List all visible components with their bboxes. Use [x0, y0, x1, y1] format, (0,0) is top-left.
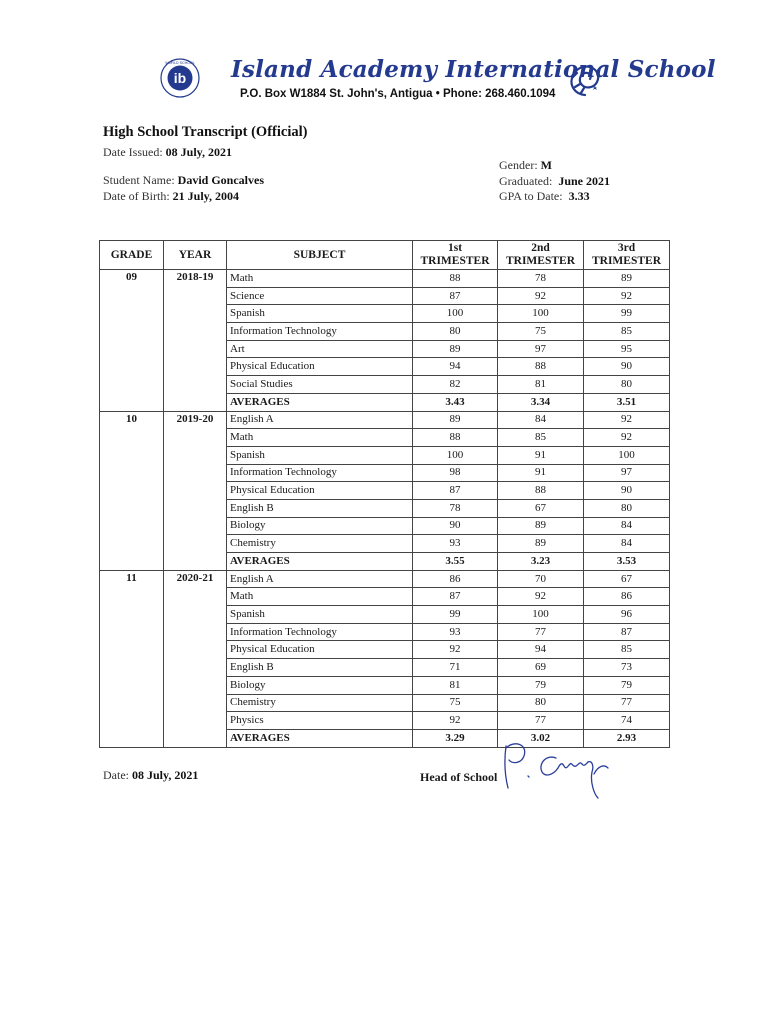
trimester-1-score: 87	[413, 482, 498, 500]
ib-world-school-logo	[160, 58, 200, 98]
trimester-1-score: 92	[413, 641, 498, 659]
trimester-3-header	[584, 241, 670, 270]
trimester-1-score: 89	[413, 411, 498, 429]
trimester-2-score: 85	[498, 429, 584, 447]
subject-header: SUBJECT	[227, 241, 413, 270]
trimester-3-score: 97	[584, 464, 670, 482]
trimester-2-score: 100	[498, 305, 584, 323]
gpa-label: GPA to Date:	[499, 189, 563, 203]
subject-cell: Spanish	[227, 446, 413, 464]
trimester-1-label: TRIMESTER	[420, 255, 490, 267]
subject-cell: Biology	[227, 676, 413, 694]
trimester-3-score: 84	[584, 535, 670, 553]
trimester-3-score: 84	[584, 517, 670, 535]
signature-icon	[498, 736, 618, 806]
subject-cell: Physical Education	[227, 641, 413, 659]
subject-cell: Science	[227, 287, 413, 305]
trimester-3-score: 90	[584, 358, 670, 376]
grade-cell: 10	[100, 411, 164, 570]
grade-cell: 11	[100, 570, 164, 747]
trimester-3-score: 89	[584, 270, 670, 288]
dob-label: Date of Birth:	[103, 189, 170, 203]
year-cell: 2019-20	[164, 411, 227, 570]
trimester-1-average: 3.55	[413, 553, 498, 571]
trimester-1-score: 93	[413, 535, 498, 553]
year-cell: 2020-21	[164, 570, 227, 747]
trimester-3-score: 100	[584, 446, 670, 464]
trimester-1-score: 90	[413, 517, 498, 535]
trimester-3-average: 2.93	[584, 729, 670, 747]
trimester-1-score: 100	[413, 305, 498, 323]
table-row	[100, 270, 670, 288]
subject-cell: Math	[227, 270, 413, 288]
subject-cell: Information Technology	[227, 323, 413, 341]
date-of-birth	[103, 189, 239, 204]
trimester-3-score: 90	[584, 482, 670, 500]
averages-label: AVERAGES	[227, 553, 413, 571]
subject-cell: Chemistry	[227, 535, 413, 553]
trimester-2-score: 79	[498, 676, 584, 694]
trimester-2-score: 80	[498, 694, 584, 712]
subject-cell: Art	[227, 340, 413, 358]
trimester-3-score: 80	[584, 499, 670, 517]
trimester-1-score: 88	[413, 270, 498, 288]
student-name	[103, 173, 264, 188]
trimester-2-average: 3.02	[498, 729, 584, 747]
footer-date-label: Date:	[103, 768, 129, 782]
trimester-2-score: 84	[498, 411, 584, 429]
trimester-1-score: 100	[413, 446, 498, 464]
subject-cell: Math	[227, 588, 413, 606]
graduated	[499, 174, 610, 189]
trimester-3-score: 77	[584, 694, 670, 712]
subject-cell: Chemistry	[227, 694, 413, 712]
ib-logo-text: ib	[173, 70, 187, 86]
trimester-3-score: 74	[584, 712, 670, 730]
trimester-2-average: 3.34	[498, 393, 584, 411]
trimester-3-score: 99	[584, 305, 670, 323]
trimester-1-score: 81	[413, 676, 498, 694]
trimester-3-average: 3.51	[584, 393, 670, 411]
subject-cell: English A	[227, 411, 413, 429]
trimester-2-header	[498, 241, 584, 270]
trimester-1-ordinal: 1st	[447, 242, 463, 254]
gender-value: M	[540, 158, 552, 172]
trimester-3-score: 85	[584, 323, 670, 341]
trimester-3-score: 92	[584, 411, 670, 429]
trimester-3-score: 85	[584, 641, 670, 659]
subject-cell: Biology	[227, 517, 413, 535]
trimester-1-average: 3.43	[413, 393, 498, 411]
averages-label: AVERAGES	[227, 729, 413, 747]
student-name-value: David Goncalves	[177, 173, 264, 187]
trimester-2-score: 89	[498, 517, 584, 535]
trimester-1-score: 75	[413, 694, 498, 712]
trimester-2-score: 88	[498, 358, 584, 376]
subject-cell: Physical Education	[227, 358, 413, 376]
document-title: High School Transcript (Official)	[103, 124, 308, 140]
subject-cell: Spanish	[227, 305, 413, 323]
trimester-2-score: 78	[498, 270, 584, 288]
trimester-1-score: 93	[413, 623, 498, 641]
subject-cell: English B	[227, 499, 413, 517]
trimester-3-average: 3.53	[584, 553, 670, 571]
dob-value: 21 July, 2004	[172, 189, 240, 203]
school-name: Island Academy International School	[231, 56, 716, 83]
trimester-2-score: 91	[498, 446, 584, 464]
trimester-3-score: 96	[584, 606, 670, 624]
trimester-3-score: 92	[584, 429, 670, 447]
trimester-2-score: 69	[498, 659, 584, 677]
trimester-1-score: 94	[413, 358, 498, 376]
school-address: P.O. Box W1884 St. John's, Antigua • Phone: 268.460.1094	[240, 88, 556, 100]
trimester-3-score: 73	[584, 659, 670, 677]
head-of-school-label: Head of School	[420, 770, 498, 784]
graduated-label: Graduated:	[499, 174, 553, 188]
trimester-1-score: 80	[413, 323, 498, 341]
trimester-1-score: 87	[413, 588, 498, 606]
trimester-2-ordinal: 2nd	[531, 242, 550, 254]
table-row	[100, 570, 670, 588]
trimester-1-score: 87	[413, 287, 498, 305]
transcript-body	[100, 270, 670, 748]
trimester-2-score: 70	[498, 570, 584, 588]
trimester-3-score: 92	[584, 287, 670, 305]
table-header-row	[100, 241, 670, 270]
transcript-table	[99, 240, 670, 748]
trimester-3-score: 79	[584, 676, 670, 694]
student-name-label: Student Name:	[103, 173, 175, 187]
trimester-1-score: 98	[413, 464, 498, 482]
footer-date-value: 08 July, 2021	[132, 768, 199, 782]
trimester-1-score: 71	[413, 659, 498, 677]
date-issued-label: Date Issued:	[103, 145, 163, 159]
subject-cell: Information Technology	[227, 464, 413, 482]
subject-cell: Physics	[227, 712, 413, 730]
trimester-2-score: 92	[498, 588, 584, 606]
trimester-2-score: 92	[498, 287, 584, 305]
trimester-1-header	[413, 241, 498, 270]
trimester-1-score: 86	[413, 570, 498, 588]
gpa-value: 3.33	[568, 189, 590, 203]
trimester-2-score: 81	[498, 376, 584, 394]
trimester-3-label: TRIMESTER	[591, 255, 662, 267]
gpa-to-date	[499, 189, 590, 204]
trimester-3-ordinal: 3rd	[617, 242, 636, 254]
subject-cell: Information Technology	[227, 623, 413, 641]
trimester-2-score: 77	[498, 712, 584, 730]
trimester-3-score: 80	[584, 376, 670, 394]
date-issued-value: 08 July, 2021	[165, 145, 233, 159]
trimester-2-score: 94	[498, 641, 584, 659]
trimester-3-score: 87	[584, 623, 670, 641]
trimester-2-label: TRIMESTER	[505, 255, 576, 267]
gender	[499, 158, 552, 173]
footer-date	[103, 768, 198, 783]
trimester-2-score: 91	[498, 464, 584, 482]
trimester-2-score: 89	[498, 535, 584, 553]
trimester-3-score: 67	[584, 570, 670, 588]
trimester-3-score: 86	[584, 588, 670, 606]
trimester-1-score: 89	[413, 340, 498, 358]
subject-cell: English A	[227, 570, 413, 588]
graduated-value: June 2021	[558, 174, 610, 188]
year-cell: 2018-19	[164, 270, 227, 412]
subject-cell: Social Studies	[227, 376, 413, 394]
trimester-3-score: 95	[584, 340, 670, 358]
trimester-2-average: 3.23	[498, 553, 584, 571]
trimester-1-score: 78	[413, 499, 498, 517]
trimester-2-score: 67	[498, 499, 584, 517]
shell-crest-logo	[566, 61, 604, 99]
trimester-2-score: 75	[498, 323, 584, 341]
trimester-1-score: 88	[413, 429, 498, 447]
ib-ring-text: WORLD SCHOOL	[165, 61, 195, 66]
date-issued	[103, 145, 232, 160]
trimester-1-score: 99	[413, 606, 498, 624]
subject-cell: English B	[227, 659, 413, 677]
trimester-2-score: 77	[498, 623, 584, 641]
trimester-2-score: 97	[498, 340, 584, 358]
trimester-2-score: 100	[498, 606, 584, 624]
table-row	[100, 411, 670, 429]
subject-cell: Math	[227, 429, 413, 447]
trimester-1-average: 3.29	[413, 729, 498, 747]
subject-cell: Spanish	[227, 606, 413, 624]
grade-cell: 09	[100, 270, 164, 412]
year-header: YEAR	[164, 241, 227, 270]
trimester-1-score: 92	[413, 712, 498, 730]
trimester-2-score: 88	[498, 482, 584, 500]
subject-cell: Physical Education	[227, 482, 413, 500]
trimester-1-score: 82	[413, 376, 498, 394]
averages-label: AVERAGES	[227, 393, 413, 411]
grade-header: GRADE	[100, 241, 164, 270]
gender-label: Gender:	[499, 158, 538, 172]
